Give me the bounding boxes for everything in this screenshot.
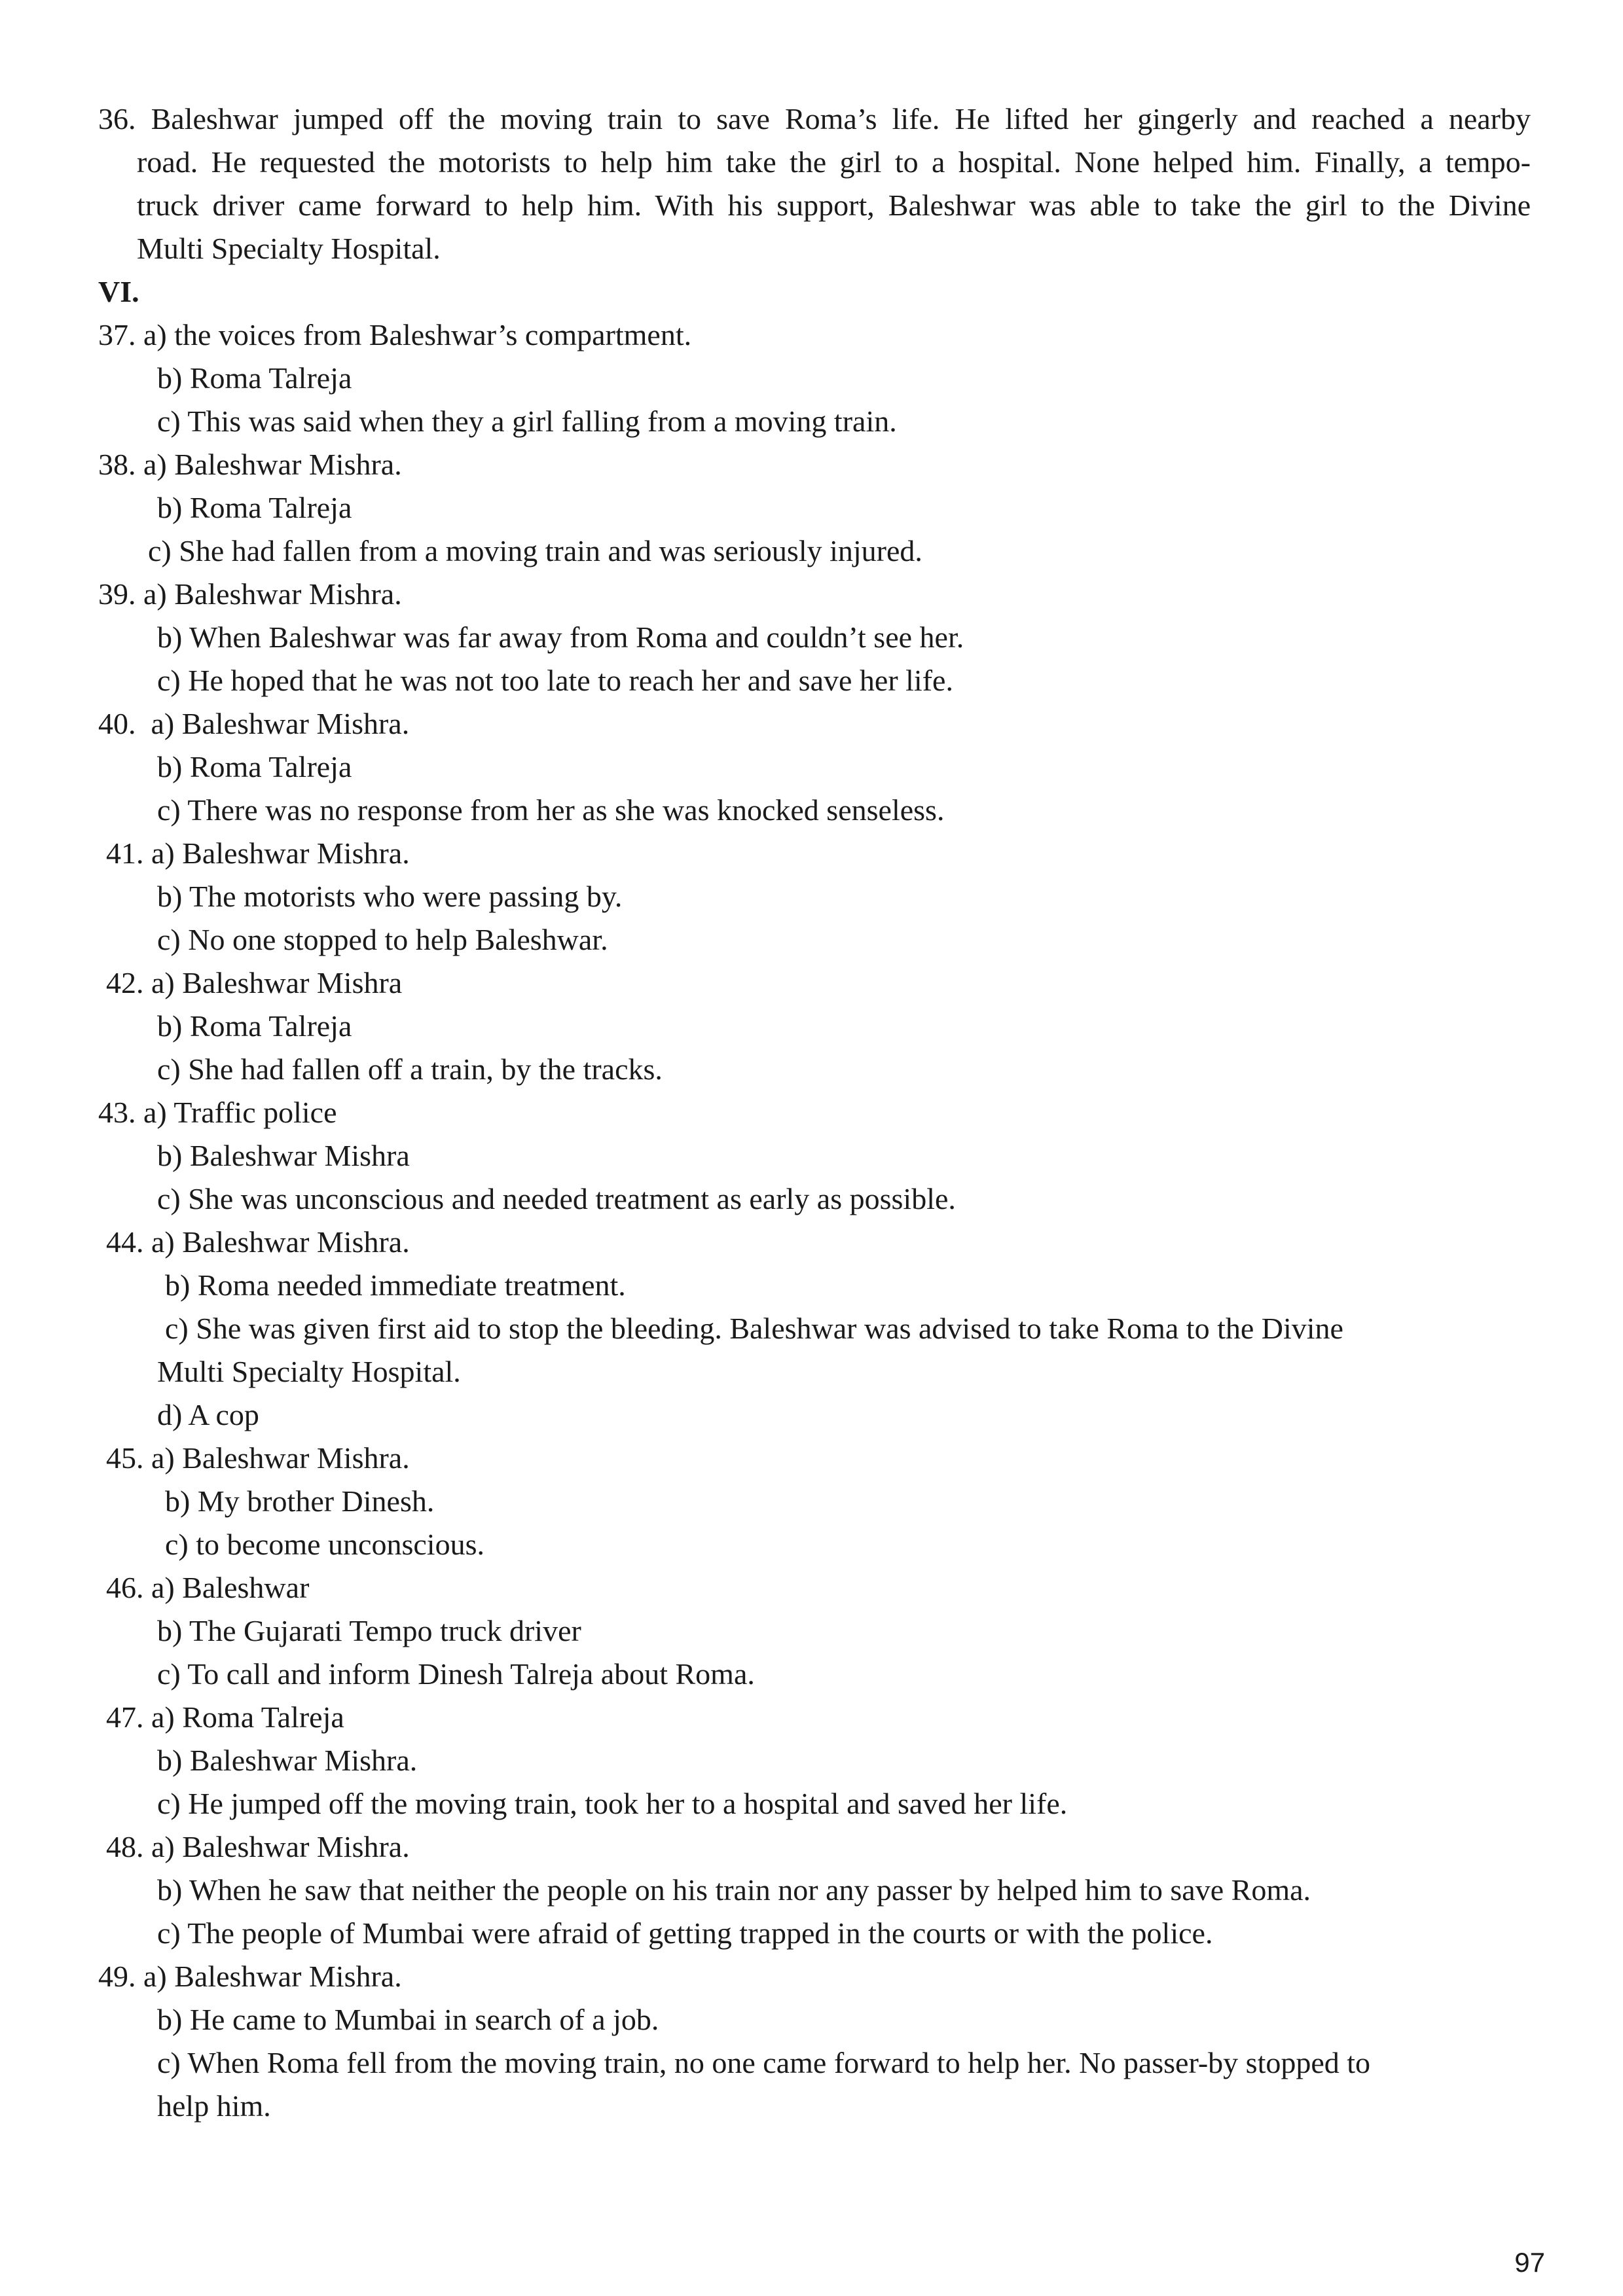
- answer-40-b: b) Roma Talreja: [157, 750, 352, 783]
- answer-44-c-line-2: Multi Specialty Hospital.: [157, 1355, 461, 1388]
- answer-36-line-3: truck driver came forward to help him. With his support, Baleshwar was able to take the girl to the Divine: [137, 188, 1531, 222]
- answer-48-b: b) When he saw that neither the people on his train nor any passer by helped him to save Roma.: [157, 1873, 1311, 1907]
- answer-43-c: c) She was unconscious and needed treatment as early as possible.: [157, 1182, 956, 1215]
- answer-37-b: b) Roma Talreja: [157, 361, 352, 395]
- answer-46-b: b) The Gujarati Tempo truck driver: [157, 1614, 581, 1647]
- answer-38-b: b) Roma Talreja: [157, 491, 352, 524]
- answer-47-b: b) Baleshwar Mishra.: [157, 1744, 418, 1777]
- answer-38-a: 38. a) Baleshwar Mishra.: [98, 448, 402, 481]
- answer-41-a: 41. a) Baleshwar Mishra.: [106, 836, 410, 870]
- answer-47-c: c) He jumped off the moving train, took her to a hospital and saved her life.: [157, 1787, 1068, 1820]
- answer-48-c: c) The people of Mumbai were afraid of getting trapped in the courts or with the police.: [157, 1916, 1213, 1950]
- answer-44-b: b) Roma needed immediate treatment.: [165, 1268, 626, 1302]
- answer-40-c: c) There was no response from her as she was knocked senseless.: [157, 793, 945, 827]
- answer-44-d: d) A cop: [157, 1398, 259, 1431]
- answer-48-a: 48. a) Baleshwar Mishra.: [106, 1830, 410, 1863]
- answer-42-b: b) Roma Talreja: [157, 1009, 352, 1043]
- answer-44-c-line-1: c) She was given first aid to stop the bleeding. Baleshwar was advised to take Roma to the Divine: [165, 1312, 1343, 1345]
- answer-39-b: b) When Baleshwar was far away from Roma and couldn’t see her.: [157, 620, 964, 654]
- answer-49-c-line-1: c) When Roma fell from the moving train, no one came forward to help her. No passer-by stopped to: [157, 2046, 1371, 2079]
- answer-49-c-line-2: help him.: [157, 2089, 271, 2123]
- answer-36-line-4: Multi Specialty Hospital.: [137, 232, 441, 265]
- answer-39-a: 39. a) Baleshwar Mishra.: [98, 577, 402, 611]
- answer-38-c: c) She had fallen from a moving train and was seriously injured.: [148, 534, 922, 567]
- answer-49-a: 49. a) Baleshwar Mishra.: [98, 1960, 402, 1993]
- answer-37-c: c) This was said when they a girl falling from a moving train.: [157, 404, 897, 438]
- answer-37-a: 37. a) the voices from Baleshwar’s compartment.: [98, 318, 692, 351]
- answer-49-b: b) He came to Mumbai in search of a job.: [157, 2003, 659, 2036]
- answer-41-b: b) The motorists who were passing by.: [157, 880, 623, 913]
- answer-46-a: 46. a) Baleshwar: [106, 1571, 310, 1604]
- section-heading: VI.: [98, 275, 139, 308]
- answer-40-a: 40. a) Baleshwar Mishra.: [98, 707, 410, 740]
- answer-42-c: c) She had fallen off a train, by the tracks.: [157, 1052, 663, 1086]
- answer-45-a: 45. a) Baleshwar Mishra.: [106, 1441, 410, 1475]
- answer-44-a: 44. a) Baleshwar Mishra.: [106, 1225, 410, 1259]
- answer-43-a: 43. a) Traffic police: [98, 1096, 337, 1129]
- answer-39-c: c) He hoped that he was not too late to reach her and save her life.: [157, 664, 953, 697]
- answer-43-b: b) Baleshwar Mishra: [157, 1139, 410, 1172]
- answer-42-a: 42. a) Baleshwar Mishra: [106, 966, 403, 999]
- answer-36-line-2: road. He requested the motorists to help him take the girl to a hospital. None helped him. Finally, a tempo-: [137, 145, 1531, 179]
- answer-47-a: 47. a) Roma Talreja: [106, 1700, 344, 1734]
- answer-41-c: c) No one stopped to help Baleshwar.: [157, 923, 608, 956]
- answer-36-line-1: 36. Baleshwar jumped off the moving train to save Roma’s life. He lifted her gingerly and reached a nearby: [98, 102, 1531, 135]
- answer-45-c: c) to become unconscious.: [165, 1528, 484, 1561]
- answer-46-c: c) To call and inform Dinesh Talreja about Roma.: [157, 1657, 755, 1691]
- answer-45-b: b) My brother Dinesh.: [165, 1484, 435, 1518]
- page-number: 97: [1514, 2247, 1545, 2278]
